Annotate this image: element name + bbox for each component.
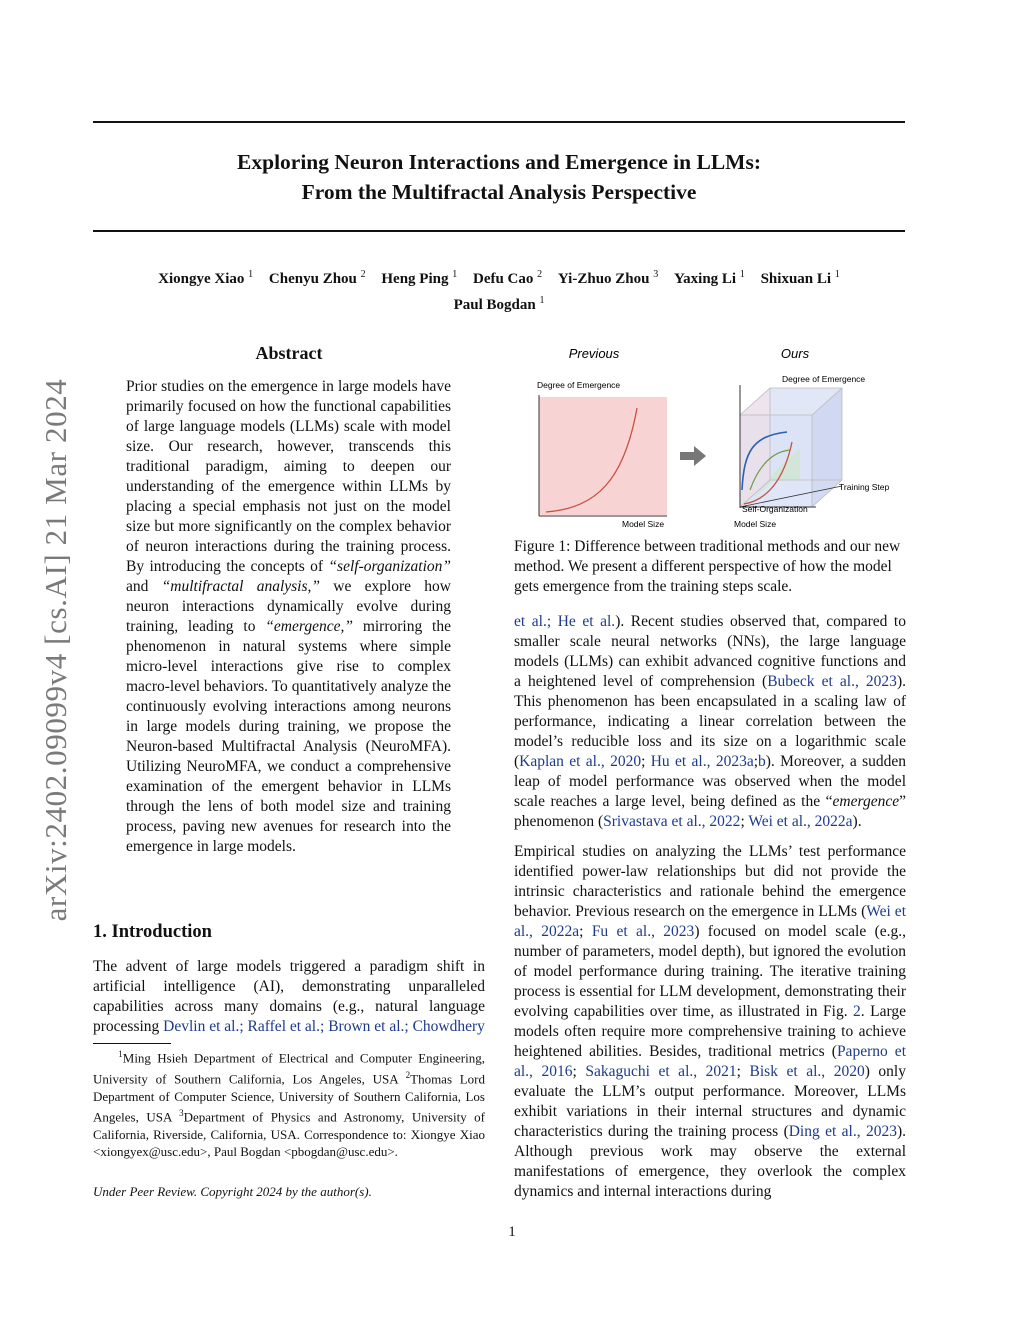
citation-link[interactable]: Sakaguchi et al., 2021 xyxy=(585,1063,737,1080)
citation-link[interactable]: Chowdhery xyxy=(412,1018,485,1035)
intro-paragraph: The advent of large models triggered a paradigm shift in artificial intelligence (AI), demonstrating unparalleled capabilities across many domains (e.g., natural language processing Devlin et al.; Raffel et al.; Brown et al.; Chowdhery xyxy=(93,958,485,1035)
figure-label-previous: Previous xyxy=(568,346,620,361)
author: Defu Cao $^2$ xyxy=(472,269,543,287)
citation-link[interactable]: Bisk et al., 2020 xyxy=(749,1063,865,1080)
citation-link[interactable]: Kaplan et al., 2020 xyxy=(519,753,642,770)
peer-review-note: Under Peer Review. Copyright 2024 by the author(s). xyxy=(93,1184,372,1199)
right-paragraph-2: Empirical studies on analyzing the LLMs’ test performance identified power-law relationships but did not provide the intrinsic characteristics and rationale behind the emergence behavior. Previous research on the emergence in LLMs (Wei et al., 2022a; Fu et al., 2023) focused on model scale (e.g., number of parameters, model depth), but ignored the evolution of model performance during training. The iterative training process is essential for LLM development, demonstrating their evolving capabilities over time, as illustrated in Fig. 2. Large models often require more comprehensive training to achieve heightened abilities. Besides, traditional metrics (Paperno et al., 2016; Sakaguchi et al., 2021; Bisk et al., 2020) only evaluate the LLM’s output performance. Moreover, LLMs exhibit variations in their internal structures and dynamic characteristics during the training process (Ding et al., 2023). Although previous work may observe the external manifestations of emergence, they overlook the complex dynamics and internal interactions during xyxy=(514,843,906,1200)
figure-caption: Figure 1: Difference between traditional methods and our new method. We present a different perspective of how the model gets emergence from the training steps scale. xyxy=(514,538,901,595)
ours-z-axis-label: Training Step xyxy=(839,482,890,492)
citation-link[interactable]: Fu et al., 2023 xyxy=(591,923,695,940)
page-number: 1 xyxy=(508,1224,516,1240)
figure-label-ours: Ours xyxy=(780,346,810,361)
citation-link[interactable]: Raffel et al.; xyxy=(247,1018,325,1035)
author-list xyxy=(93,264,905,316)
citation-link[interactable]: b xyxy=(758,753,766,770)
author: Xiongye Xiao $^1$ xyxy=(158,269,254,287)
citation-link[interactable]: Bubeck et al., 2023 xyxy=(767,673,897,690)
abstract-heading: Abstract xyxy=(255,343,323,363)
title-rule-top xyxy=(93,121,905,123)
ours-y-axis-label: Degree of Emergence xyxy=(782,374,866,384)
title-line-1: Exploring Neuron Interactions and Emergence in LLMs: xyxy=(237,150,761,174)
affiliation-footnote: $^1$Ming Hsieh Department of Electrical and Computer Engineering, University of Southern California, Los Angeles, USA $^2$Thomas Lord Department of Computer Science, University of Southern California, Los Angeles, USA $^3$Department of Physics and Astronomy, University of California, Riverside, California, USA. Correspondence to: Xiongye Xiao <xiongyex@usc.edu>, Paul Bogdan <pbogdan@usc.edu>. xyxy=(93,1049,486,1160)
citation-link[interactable]: He et al. xyxy=(557,613,616,630)
abstract-body: Prior studies on the emergence in large models have primarily focused on how the functional capabilities of large language models (LLMs) scale with model size. Our research, however, transcends this traditional paradigm, aiming to deepen our understanding of the emergence within LLMs by placing a special emphasis not just on the model size but more significantly on the complex behavior of neuron interactions during the training process. By introducing the concepts of “self-organization” and “multifractal analysis,” we explore how neuron interactions dynamically evolve during training, leading to “emergence,” mirroring the phenomenon in natural systems where simple micro-level interactions give rise to complex macro-level behaviors. To quantitatively analyze the continuously evolving interactions among neurons in large models during training, we propose the Neuron-based Multifractal Analysis (NeuroMFA). Utilizing NeuroMFA, we conduct a comprehensive examination of the emergent behavior in LLMs through the lens of both model size and training process, paving new avenues for research into the emergence in large models. xyxy=(126,378,452,855)
paper-title xyxy=(93,147,905,207)
figure-1 xyxy=(512,340,907,535)
figure-ref-link[interactable]: 2 xyxy=(853,1003,861,1020)
prev-pink-area xyxy=(539,397,667,515)
footnote-rule xyxy=(93,1043,171,1044)
arxiv-stamp-text: arXiv:2402.09099v4 [cs.AI] 21 Mar 2024 xyxy=(38,378,73,922)
citation-link[interactable]: Hu et al., 2023a xyxy=(650,753,754,770)
section-heading-introduction: 1. Introduction xyxy=(93,922,212,942)
citation-link[interactable]: Brown et al.; xyxy=(328,1018,409,1035)
citation-link[interactable]: Paperno et al., 2016 xyxy=(514,1043,906,1080)
author: Yi-Zhuo Zhou $^3$ xyxy=(557,269,659,287)
ours-x-axis-label: Model Size xyxy=(734,519,777,529)
prev-x-axis-label: Model Size xyxy=(622,519,665,529)
ours-plane-label: Self-Organization xyxy=(742,504,808,514)
author: Paul Bogdan $^1$ xyxy=(453,295,545,313)
ours-3d-cube xyxy=(740,385,842,508)
citation-link[interactable]: et al.; xyxy=(514,613,552,630)
citation-link[interactable]: Wei et al., 2022a xyxy=(514,903,906,940)
citation-link[interactable]: Wei et al., 2022a xyxy=(748,813,853,830)
citation-link[interactable]: Srivastava et al., 2022 xyxy=(603,813,741,830)
arrow-icon xyxy=(680,446,706,466)
author: Heng Ping $^1$ xyxy=(381,269,458,287)
author: Chenyu Zhou $^2$ xyxy=(268,269,366,287)
author: Shixuan Li $^1$ xyxy=(760,269,840,287)
title-rule-bottom xyxy=(93,230,905,232)
author: Yaxing Li $^1$ xyxy=(673,269,745,287)
title-line-2: From the Multifractal Analysis Perspective xyxy=(301,180,697,204)
right-paragraph-1: et al.; He et al.). Recent studies observed that, compared to smaller scale neural networks (NNs), the large language models (LLMs) can exhibit advanced cognitive functions and a heightened level of comprehension (Bubeck et al., 2023). This phenomenon has been encapsulated in a scaling law of performance, indicating a linear correlation between the model’s reducible loss and its size on a logarithmic scale (Kaplan et al., 2020; Hu et al., 2023a;b). Moreover, a sudden leap of model performance was observed when the model scale reaches a large level, being defined as the “emergence” phenomenon (Srivastava et al., 2022; Wei et al., 2022a). xyxy=(514,613,906,830)
citation-link[interactable]: Devlin et al.; xyxy=(163,1018,244,1035)
citation-link[interactable]: Ding et al., 2023 xyxy=(788,1123,897,1140)
prev-y-axis-label: Degree of Emergence xyxy=(537,380,621,390)
